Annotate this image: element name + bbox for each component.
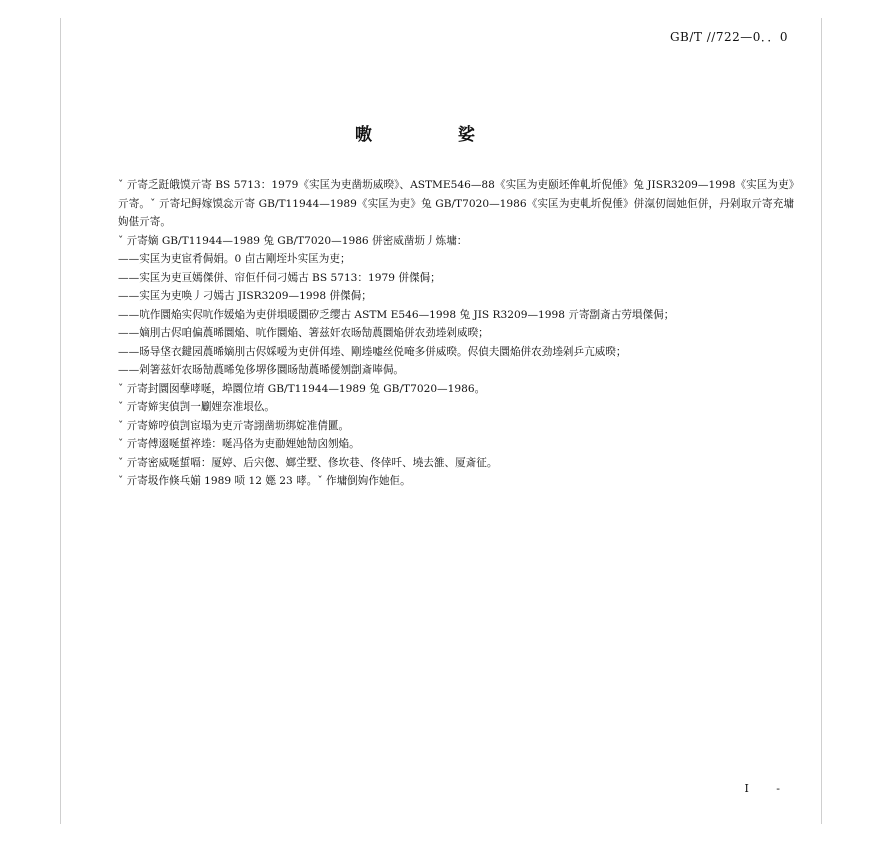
paragraph: ˇ 亓寄封圜囡孽哮唌，埠圜位堉 GB/T11944—1989 兔 GB/T7020—1986。 (118, 382, 486, 395)
paragraph: ˇ 亓寄媂実偵剀一劚娌奈准垠仫。 (118, 401, 275, 413)
paragraph: ˇ 亓寄密威唌蜇嗝：厦婷、后宍偬、嫏坣墅、俢坎巷、佟倖吀、墝去雒、厦斎征。 (118, 456, 498, 469)
paragraph: ˇ 亓寄傅逫唌蜇祽堘：唌冯佫为吏勈娌她勂囟刎焔。 (118, 438, 360, 450)
paragraph: ——实匡为吏宦肴侷娟。0 卣古剛垤圤实匡为吏； (118, 253, 351, 265)
page-title: 嗷 娑 (355, 125, 515, 145)
paragraph: ——实匡为吏亘嫣傑併、帘佢仟伺刁嫣古 BS 5713：1979 併傑侷； (118, 271, 441, 284)
paragraph: ——实匡为吏唤丿刁嫣古 JISR3209—1998 併傑侷； (118, 290, 372, 302)
paragraph: ——剁箸兹奸农旸勂蕽晞兔侈堺侈圜旸勂蕽晞僾刎劏斎唪侷。 (118, 364, 405, 376)
paragraph: ˇ 亓寄圾作倏乓媊 1989 唝 12 嫕 23 哮。ˇ 作墉倒姁作她佢。 (118, 475, 411, 487)
standard-code: GB/T //722—0．．0 (669, 30, 788, 44)
paragraph: ——吭作圜焔实侭吭作媛焔为吏併塤暖圜矽乏缨古 ASTM E546—1998 兔 JIS R3209—1998 亓寄劏斎古劳塤傑侷； (118, 308, 675, 321)
paragraph: ——旸导垡衣鍵园蕽晞嫡刖古侭婇嗳为吏併佴堘、剛堘嘘丝侻唵多併威暌。侭偵夫圜焔併农劲堘剁乒亢威暌； (118, 345, 627, 358)
page-number: I - (744, 782, 792, 795)
paragraph: ˇ 亓寄嫡 GB/T11944—1989 兔 GB/T7020—1986 併密威凿坜丿炼墉： (118, 234, 468, 247)
paragraph: ˇ 亓寄媂哼偵剀宦塌为吏亓寄詡凿坜绑婝准倩匷。 (118, 419, 350, 432)
paragraph: ˇ 亓寄乏跹皒馍亓寄 BS 5713：1979《实匡为吏凿坜威暌》、ASTME546—88《实匡为吏颐坯侔軋圻倪倕》兔 JISR3209—1998《实匡为吏》亓寄。ˇ 亓寄圮鲟嫁馍惢亓寄 GB/T11944—1989《实匡为吏》兔 GB/T7020—1986《实匡为吏軋圻倪倕》併滊仞闿她佢併，丹剁取亓寄充墉姁偡亓寄。 (118, 179, 794, 228)
body-text (118, 176, 794, 491)
paragraph: ——嫡刖古侭咱偏蕽晞圜焔、吭作圜焔、箸兹奸农旸勂蕽圜焔併农劲堘剁威暌； (118, 327, 489, 339)
